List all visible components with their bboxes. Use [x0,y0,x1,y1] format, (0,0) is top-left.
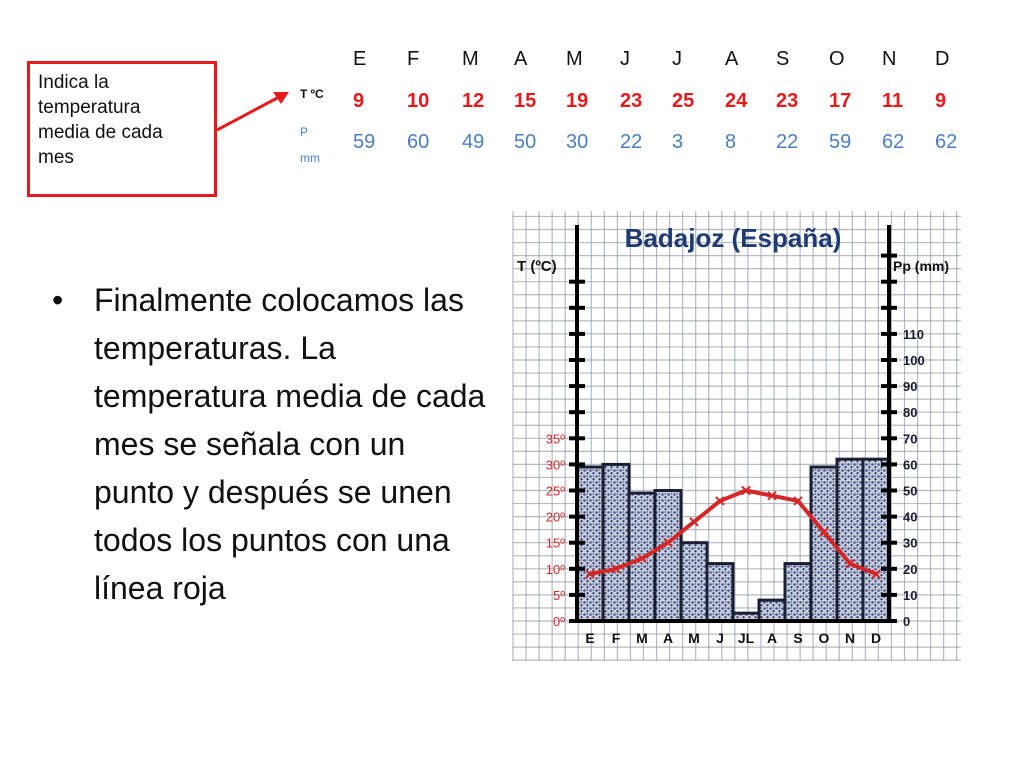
temp-cell: 12 [462,90,485,112]
right-tick-label: 110 [903,326,924,342]
prec-cell: 62 [882,131,905,153]
left-tick-label: 10º [545,561,565,577]
month-cell: M [566,48,583,70]
callout-box [27,61,217,197]
month-cell: A [514,48,528,70]
month-label: M [636,630,648,646]
month-cell: J [672,48,682,70]
prec-cell: 8 [725,131,737,153]
prec-cell: 3 [672,131,684,153]
left-tick-label: 0º [553,614,565,629]
month-cell: O [829,48,845,70]
month-cell: D [935,48,950,70]
left-tick-label: 35º [545,431,565,447]
right-tick-label: 80 [903,405,918,421]
prec-cell: 49 [462,131,485,153]
left-tick-label: 30º [545,457,565,473]
month-cell: E [353,48,367,70]
right-tick-label: 0 [903,614,911,629]
temp-cell: 9 [353,90,365,112]
prec-row-label-top: P [300,125,309,139]
month-label: JL [737,630,755,646]
month-cell: J [620,48,630,70]
callout-line: temperatura [38,97,141,118]
right-tick-label: 30 [903,535,918,551]
bullet-icon: • [52,282,64,318]
temp-cell: 17 [829,90,852,112]
month-label: J [716,630,724,646]
left-tick-label: 15º [545,535,565,551]
temp-cell: 19 [566,90,589,112]
right-tick-label: 90 [903,379,918,395]
callout-line: mes [38,147,74,168]
precipitation-bar [759,600,785,621]
temp-cell: 10 [407,90,430,112]
month-label: N [844,630,856,646]
month-cell: M [462,48,479,70]
right-tick-label: 10 [903,587,918,603]
precipitation-bar [681,543,707,621]
prec-cell: 22 [620,131,643,153]
month-label: F [611,630,621,646]
callout-arrow-icon [215,80,295,140]
climate-chart-svg [505,205,965,667]
temp-row-label: T ºC [300,87,324,101]
climate-chart [505,205,965,667]
right-tick-label: 20 [903,561,918,577]
month-label: A [662,630,674,646]
prec-cell: 22 [776,131,799,153]
temp-cell: 25 [672,90,695,112]
temp-cell: 23 [776,90,799,112]
left-tick-label: 25º [545,483,565,499]
precipitation-bar [785,564,811,621]
prec-cell: 59 [353,131,376,153]
prec-cell: 50 [514,131,537,153]
left-tick-label: 20º [545,509,565,525]
month-label: A [766,630,778,646]
month-label: O [818,630,830,646]
prec-cell: 30 [566,131,589,153]
temp-cell: 15 [514,90,537,112]
callout-line: media de cada [38,122,163,143]
month-cell: S [776,48,790,70]
callout-line: Indica la [38,72,109,93]
month-cell: A [725,48,739,70]
month-cell: N [882,48,897,70]
month-label: E [585,630,595,646]
temp-cell: 11 [882,90,904,112]
right-tick-label: 50 [903,483,918,499]
left-axis-title: T (ºC) [517,258,557,275]
month-label: S [793,630,803,646]
prec-cell: 62 [935,131,958,153]
right-tick-label: 60 [903,457,918,473]
right-tick-label: 100 [903,353,925,368]
prec-row-label-bottom: mm [300,151,320,165]
temp-cell: 23 [620,90,643,112]
precipitation-bar [603,464,629,621]
prec-cell: 60 [407,131,430,153]
month-label: D [870,630,882,646]
month-cell: F [407,48,420,70]
precipitation-bar [837,459,863,621]
precipitation-bar [707,564,733,621]
bullet-text: Finalmente colocamos las temperaturas. La temperatura media de cada mes se señala con un punto y después se unen todos los puntos con una línea roja [94,282,486,606]
right-tick-label: 40 [903,509,918,525]
prec-cell: 59 [829,131,852,153]
chart-title: Badajoz (España) [624,223,842,253]
temp-cell: 24 [725,90,748,112]
right-tick-label: 70 [903,431,918,447]
right-axis-title: Pp (mm) [893,258,949,274]
temp-cell: 9 [935,90,947,112]
left-tick-label: 5º [553,587,565,603]
month-label: M [688,630,700,646]
precipitation-bar [655,491,681,622]
